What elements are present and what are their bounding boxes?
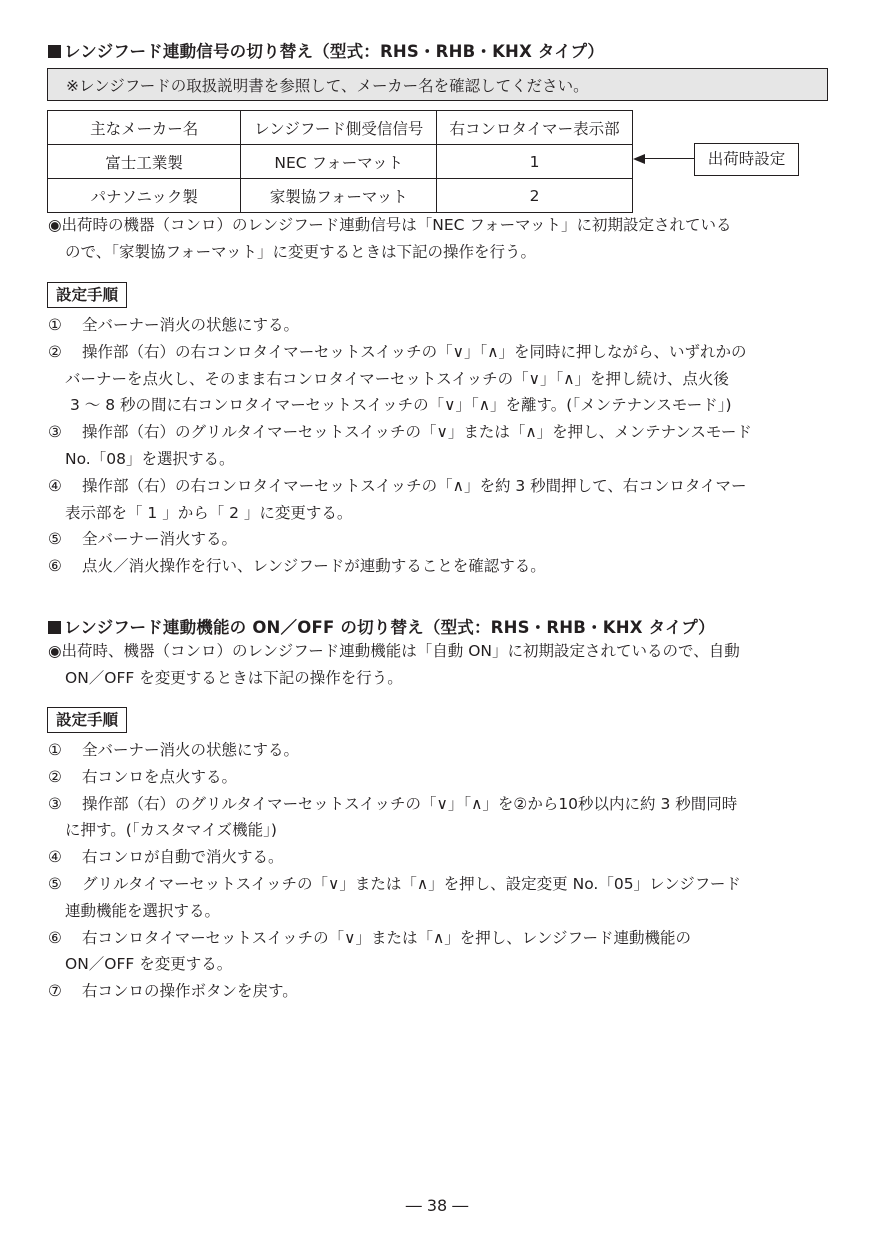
section2-note (48, 638, 830, 692)
table-header: レンジフード側受信信号 (241, 111, 437, 145)
section2-heading-text: レンジフード連動機能の ON／OFF の切り替え（型式：RHS・RHB・KHX タイプ） (64, 618, 715, 637)
step-item: ② 右コンロを点火する。 (48, 767, 238, 786)
step-item: ③ 操作部（右）のグリルタイマーセットスイッチの「∨」または「∧」を押し、メンテナンスモード (48, 423, 752, 442)
section1-note (48, 212, 830, 266)
note-line: ◉出荷時の機器（コンロ）のレンジフード連動信号は「NEC フォーマット」に初期設定されている (48, 216, 732, 234)
note-line: ◉出荷時、機器（コンロ）のレンジフード連動機能は「自動 ON」に初期設定されているので、自動 (48, 642, 740, 660)
step-item: ④ 操作部（右）の右コンロタイマーセットスイッチの「∧」を約 3 秒間押して、右コンロタイマー (48, 476, 747, 495)
ship-setting-label: 出荷時設定 (694, 143, 799, 176)
arrow-left-icon (633, 154, 645, 164)
maker-notice: ※レンジフードの取扱説明書を参照して、メーカー名を確認してください。 (47, 68, 828, 101)
step-item: ⑥ 右コンロタイマーセットスイッチの「∨」または「∧」を押し、レンジフード連動機能の (48, 928, 692, 947)
table-cell: 2 (437, 179, 633, 213)
step-item: ④ 右コンロが自動で消火する。 (48, 848, 284, 867)
step-item: ① 全バーナー消火の状態にする。 (48, 316, 300, 334)
step-item: ⑤ グリルタイマーセットスイッチの「∨」または「∧」を押し、設定変更 No.「05」レンジフード (48, 874, 741, 893)
step-item: ① 全バーナー消火の状態にする。 (48, 741, 300, 759)
maker-table (47, 110, 633, 213)
note-line: ので、「家製協フォーマット」に変更するときは下記の操作を行う。 (65, 243, 537, 261)
step-line: ON／OFF を変更する。 (65, 955, 233, 974)
square-bullet-icon (48, 45, 61, 58)
table-cell: 家製協フォーマット (241, 179, 437, 213)
table-cell: 1 (437, 145, 633, 179)
table-header-row (48, 111, 633, 145)
step-line: に押す。(「カスタマイズ機能」) (65, 821, 277, 840)
step-item: ⑤ 全バーナー消火する。 (48, 530, 238, 549)
step-item: ② 操作部（右）の右コンロタイマーセットスイッチの「∨」「∧」を同時に押しながら、いずれかの (48, 342, 747, 361)
table-cell: パナソニック製 (48, 179, 241, 213)
section1-heading (48, 38, 604, 62)
step-line: No.「08」を選択する。 (65, 449, 235, 468)
procedure-label: 設定手順 (47, 707, 127, 733)
table-header: 主なメーカー名 (48, 111, 241, 145)
table-cell: NEC フォーマット (241, 145, 437, 179)
arrow-line (644, 158, 694, 159)
square-bullet-icon (48, 621, 61, 634)
procedure-label: 設定手順 (47, 282, 127, 308)
table-row (48, 145, 633, 179)
note-line: ON／OFF を変更するときは下記の操作を行う。 (65, 669, 403, 687)
step-line: 3 ～ 8 秒の間に右コンロタイマーセットスイッチの「∨」「∧」を離す。(「メンテナンスモード」) (70, 396, 732, 415)
table-header: 右コンロタイマー表示部 (437, 111, 633, 145)
table-cell: 富士工業製 (48, 145, 241, 179)
section1-steps (48, 312, 830, 580)
table-row (48, 179, 633, 213)
section1-heading-text: レンジフード連動信号の切り替え（型式：RHS・RHB・KHX タイプ） (64, 42, 605, 61)
page-number: ― 38 ― (405, 1196, 469, 1215)
step-item: ③ 操作部（右）のグリルタイマーセットスイッチの「∨」「∧」を②から10秒以内に約 3 秒間同時 (48, 794, 738, 813)
step-line: 表示部を「 1 」から「 2 」に変更する。 (65, 503, 353, 522)
section2-steps (48, 737, 830, 1005)
step-line: バーナーを点火し、そのまま右コンロタイマーセットスイッチの「∨」「∧」を押し続け、点火後 (65, 369, 729, 388)
section2-heading (48, 614, 715, 638)
step-item: ⑥ 点火／消火操作を行い、レンジフードが連動することを確認する。 (48, 557, 546, 576)
step-item: ⑦ 右コンロの操作ボタンを戻す。 (48, 982, 298, 1001)
step-line: 連動機能を選択する。 (65, 901, 221, 920)
